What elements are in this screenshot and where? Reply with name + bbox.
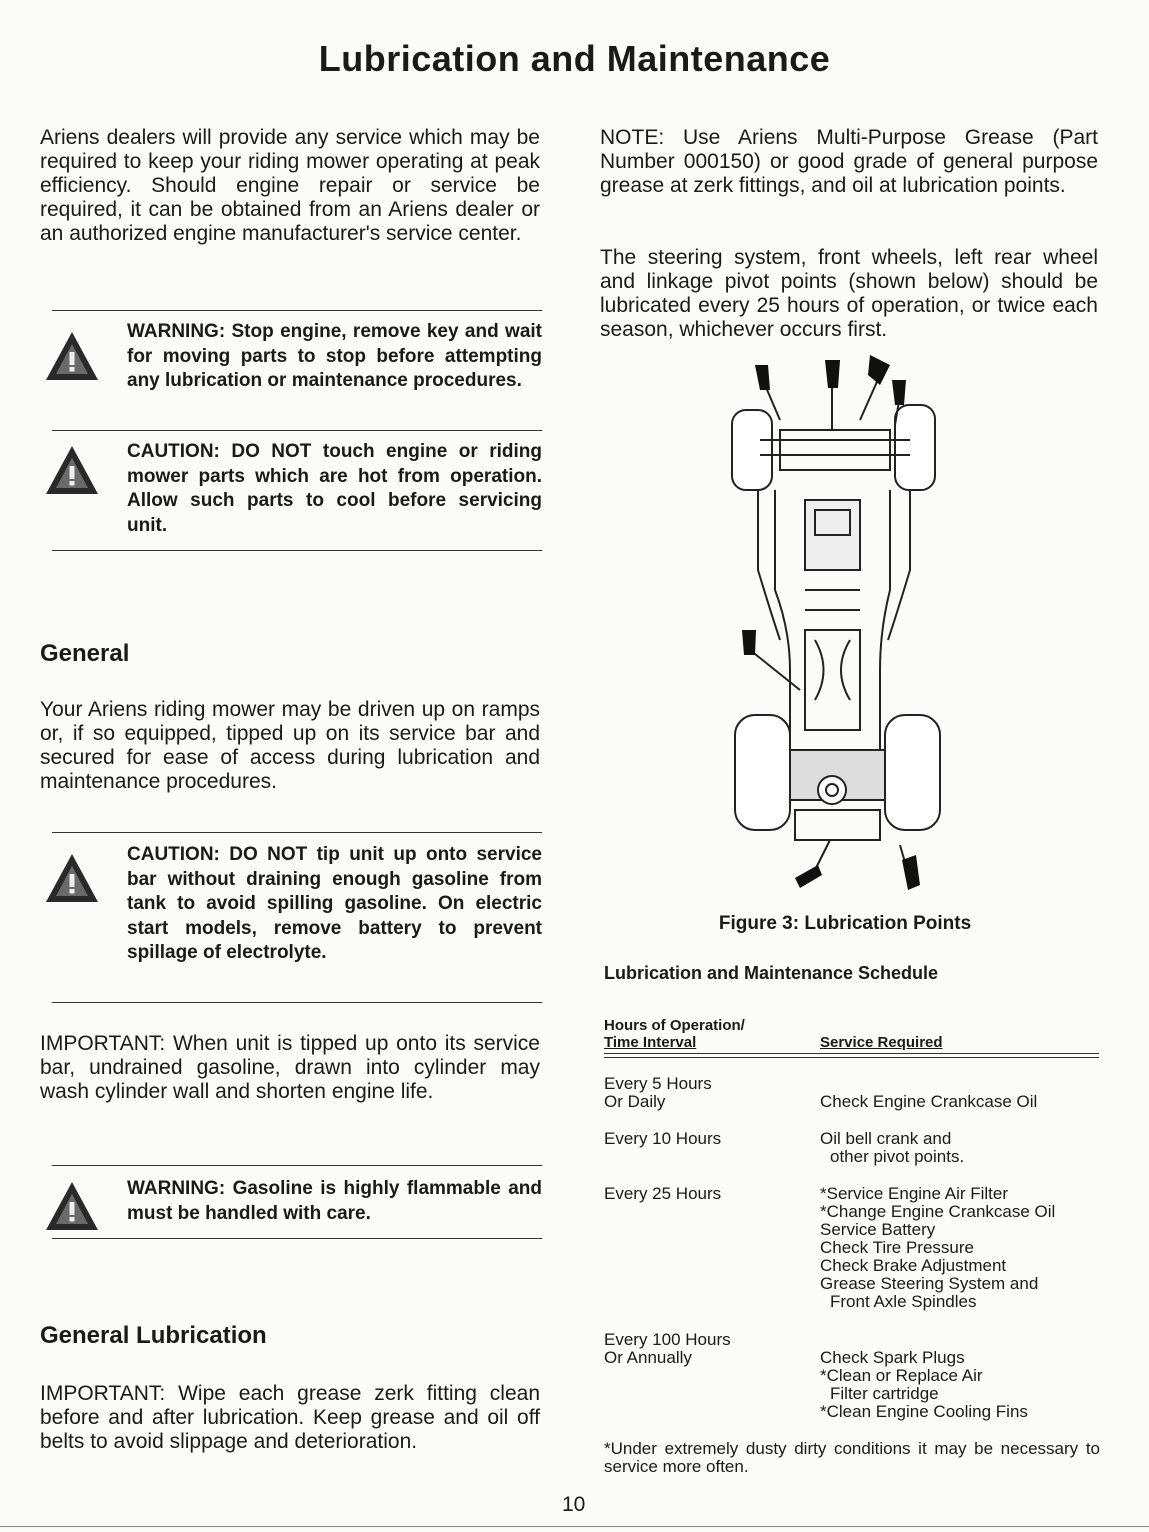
- divider: [52, 310, 542, 311]
- table-row-interval: Every 100 Hours Or Annually: [604, 1330, 731, 1367]
- divider: [52, 550, 542, 551]
- warning-stop-engine: WARNING: Stop engine, remove key and wait for moving parts to stop before attempting any lubrication or maintenance procedures.: [127, 321, 542, 391]
- table-rule: [604, 1053, 1099, 1054]
- intro-paragraph: Ariens dealers will provide any service which may be required to keep your riding mower operating at peak efficiency. Should engine repair or service be required, it can be obtained from an Ariens dealer or an authorized engine manufacturer's service center.: [40, 126, 540, 245]
- table-row-service: Oil bell crank and other pivot points.: [820, 1129, 965, 1166]
- table-row-interval: Every 10 Hours: [604, 1129, 722, 1148]
- general-paragraph: Your Ariens riding mower may be driven up on ramps or, if so equipped, tipped up on its service bar and secured for ease of access during lubrication and maintenance procedures.: [40, 698, 540, 793]
- page-bottom-edge: [0, 1526, 1149, 1527]
- figure-caption: Figure 3: Lubrication Points: [718, 913, 972, 934]
- divider: [52, 1238, 542, 1239]
- warning-flammable: WARNING: Gasoline is highly flammable and must be handled with care.: [127, 1178, 542, 1224]
- table-row-service: Check Spark Plugs *Clean or Replace Air Filter cartridge *Clean Engine Cooling Fins: [820, 1348, 1028, 1421]
- important-gasoline-paragraph: IMPORTANT: When unit is tipped up onto its service bar, undrained gasoline, drawn into cylinder may wash cylinder wall and shorten engine life.: [40, 1032, 540, 1103]
- table-row-interval: Every 5 Hours Or Daily: [604, 1074, 712, 1111]
- steering-paragraph: The steering system, front wheels, left rear wheel and linkage pivot points (shown below) should be lubricated every 25 hours of operation, or twice each season, whichever occurs first.: [600, 246, 1098, 341]
- table-rule: [604, 1057, 1099, 1058]
- divider: [52, 1165, 542, 1166]
- general-heading: General: [40, 640, 130, 667]
- column-header-interval: Hours of Operation/ Time Interval: [604, 1017, 745, 1051]
- schedule-title: Lubrication and Maintenance Schedule: [604, 963, 939, 983]
- caution-triangle-icon: [44, 852, 100, 904]
- important-wipe-paragraph: IMPORTANT: Wipe each grease zerk fitting clean before and after lubrication. Keep grease and oil off belts to avoid slippage and deterioration.: [40, 1382, 540, 1453]
- table-row-service: *Service Engine Air Filter *Change Engine Crankcase Oil Service Battery Check Tire Pressure Check Brake Adjustment Grease Steering System and Front Axle Spindles: [820, 1184, 1056, 1311]
- warning-triangle-icon: [44, 1180, 100, 1232]
- warning-triangle-icon: [44, 330, 100, 382]
- note-paragraph: NOTE: Use Ariens Multi-Purpose Grease (Part Number 000150) or good grade of general purpose grease at zerk fittings, and oil at lubrication points.: [600, 126, 1098, 197]
- general-lubrication-heading: General Lubrication: [40, 1322, 267, 1349]
- table-row-service: Check Engine Crankcase Oil: [820, 1092, 1038, 1111]
- column-header-service: Service Required: [820, 1034, 943, 1051]
- table-row-interval: Every 25 Hours: [604, 1184, 722, 1203]
- caution-hot-parts: CAUTION: DO NOT touch engine or riding mower parts which are hot from operation. Allow such parts to cool before servicing unit.: [127, 441, 542, 536]
- lubrication-points-figure: [720, 350, 950, 900]
- caution-tip-unit: CAUTION: DO NOT tip unit up onto service bar without draining enough gasoline from tank to avoid spilling gasoline. On electric start models, remove battery to prevent spillage of electrolyte.: [127, 844, 542, 963]
- divider: [52, 1002, 542, 1003]
- divider: [52, 430, 542, 431]
- caution-triangle-icon: [44, 444, 100, 496]
- page-number: 10: [562, 1493, 586, 1516]
- divider: [52, 832, 542, 833]
- page-title: Lubrication and Maintenance: [318, 38, 831, 79]
- schedule-footnote: *Under extremely dusty dirty conditions it may be necessary to service more often.: [604, 1439, 1100, 1476]
